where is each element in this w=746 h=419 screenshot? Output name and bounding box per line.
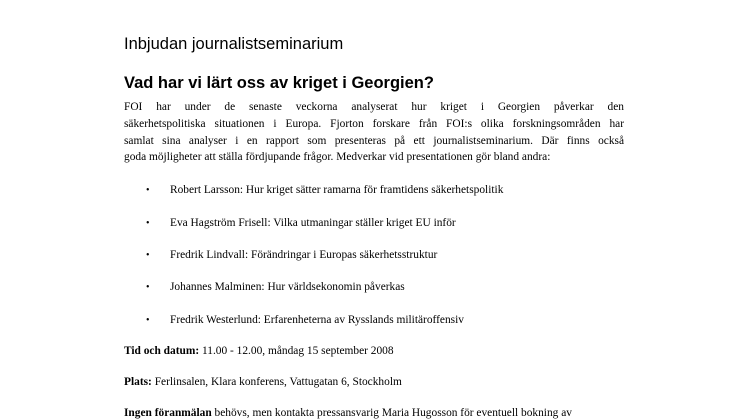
list-item: [146, 216, 456, 231]
time-date-label: Tid och datum:: [124, 345, 200, 357]
document-title: Vad har vi lärt oss av kriget i Georgien?: [124, 74, 434, 92]
list-item: [146, 313, 464, 328]
intro-line: samlat sina analyser i en rapport som presenteras på ett journalistseminarium. Där finns också: [124, 134, 624, 147]
intro-paragraph: [124, 99, 624, 166]
time-date-line: [124, 344, 394, 358]
registration-value: behövs, men kontakta pressansvarig Maria Hugosson för eventuell bokning av: [211, 407, 572, 419]
bullet-icon: •: [146, 185, 150, 196]
speaker-text: Fredrik Lindvall: Förändringar i Europas säkerhetsstruktur: [170, 249, 438, 261]
speaker-text: Fredrik Westerlund: Erfarenheterna av Rysslands militäroffensiv: [170, 314, 464, 326]
list-item: [146, 183, 503, 198]
list-item: [146, 248, 437, 263]
bullet-icon: •: [146, 315, 150, 326]
list-item: [146, 280, 405, 295]
place-label: Plats:: [124, 376, 152, 388]
speaker-text: Robert Larsson: Hur kriget sätter ramarna för framtidens säkerhetspolitik: [170, 184, 504, 196]
document-kicker: Inbjudan journalistseminarium: [124, 35, 344, 53]
registration-line: [124, 406, 572, 419]
bullet-icon: •: [146, 282, 150, 293]
intro-line: säkerhetspolitiska situationen i Europa. Fjorton forskare från FOI:s olika forskningsområden har: [124, 117, 624, 130]
bullet-icon: •: [146, 250, 150, 261]
intro-line: goda möjligheter att ställa fördjupande frågor. Medverkar vid presentationen gör bland andra:: [124, 151, 551, 164]
speaker-text: Eva Hagström Frisell: Vilka utmaningar ställer kriget EU inför: [170, 217, 456, 229]
speaker-text: Johannes Malminen: Hur världsekonomin påverkas: [170, 281, 405, 293]
time-date-value: 11.00 - 12.00, måndag 15 september 2008: [199, 345, 394, 357]
intro-line: FOI har under de senaste veckorna analyserat hur kriget i Georgien påverkar den: [124, 101, 624, 113]
place-line: [124, 375, 402, 389]
registration-label: Ingen föranmälan: [124, 407, 212, 419]
place-value: Ferlinsalen, Klara konferens, Vattugatan 6, Stockholm: [151, 376, 402, 388]
bullet-icon: •: [146, 218, 150, 229]
